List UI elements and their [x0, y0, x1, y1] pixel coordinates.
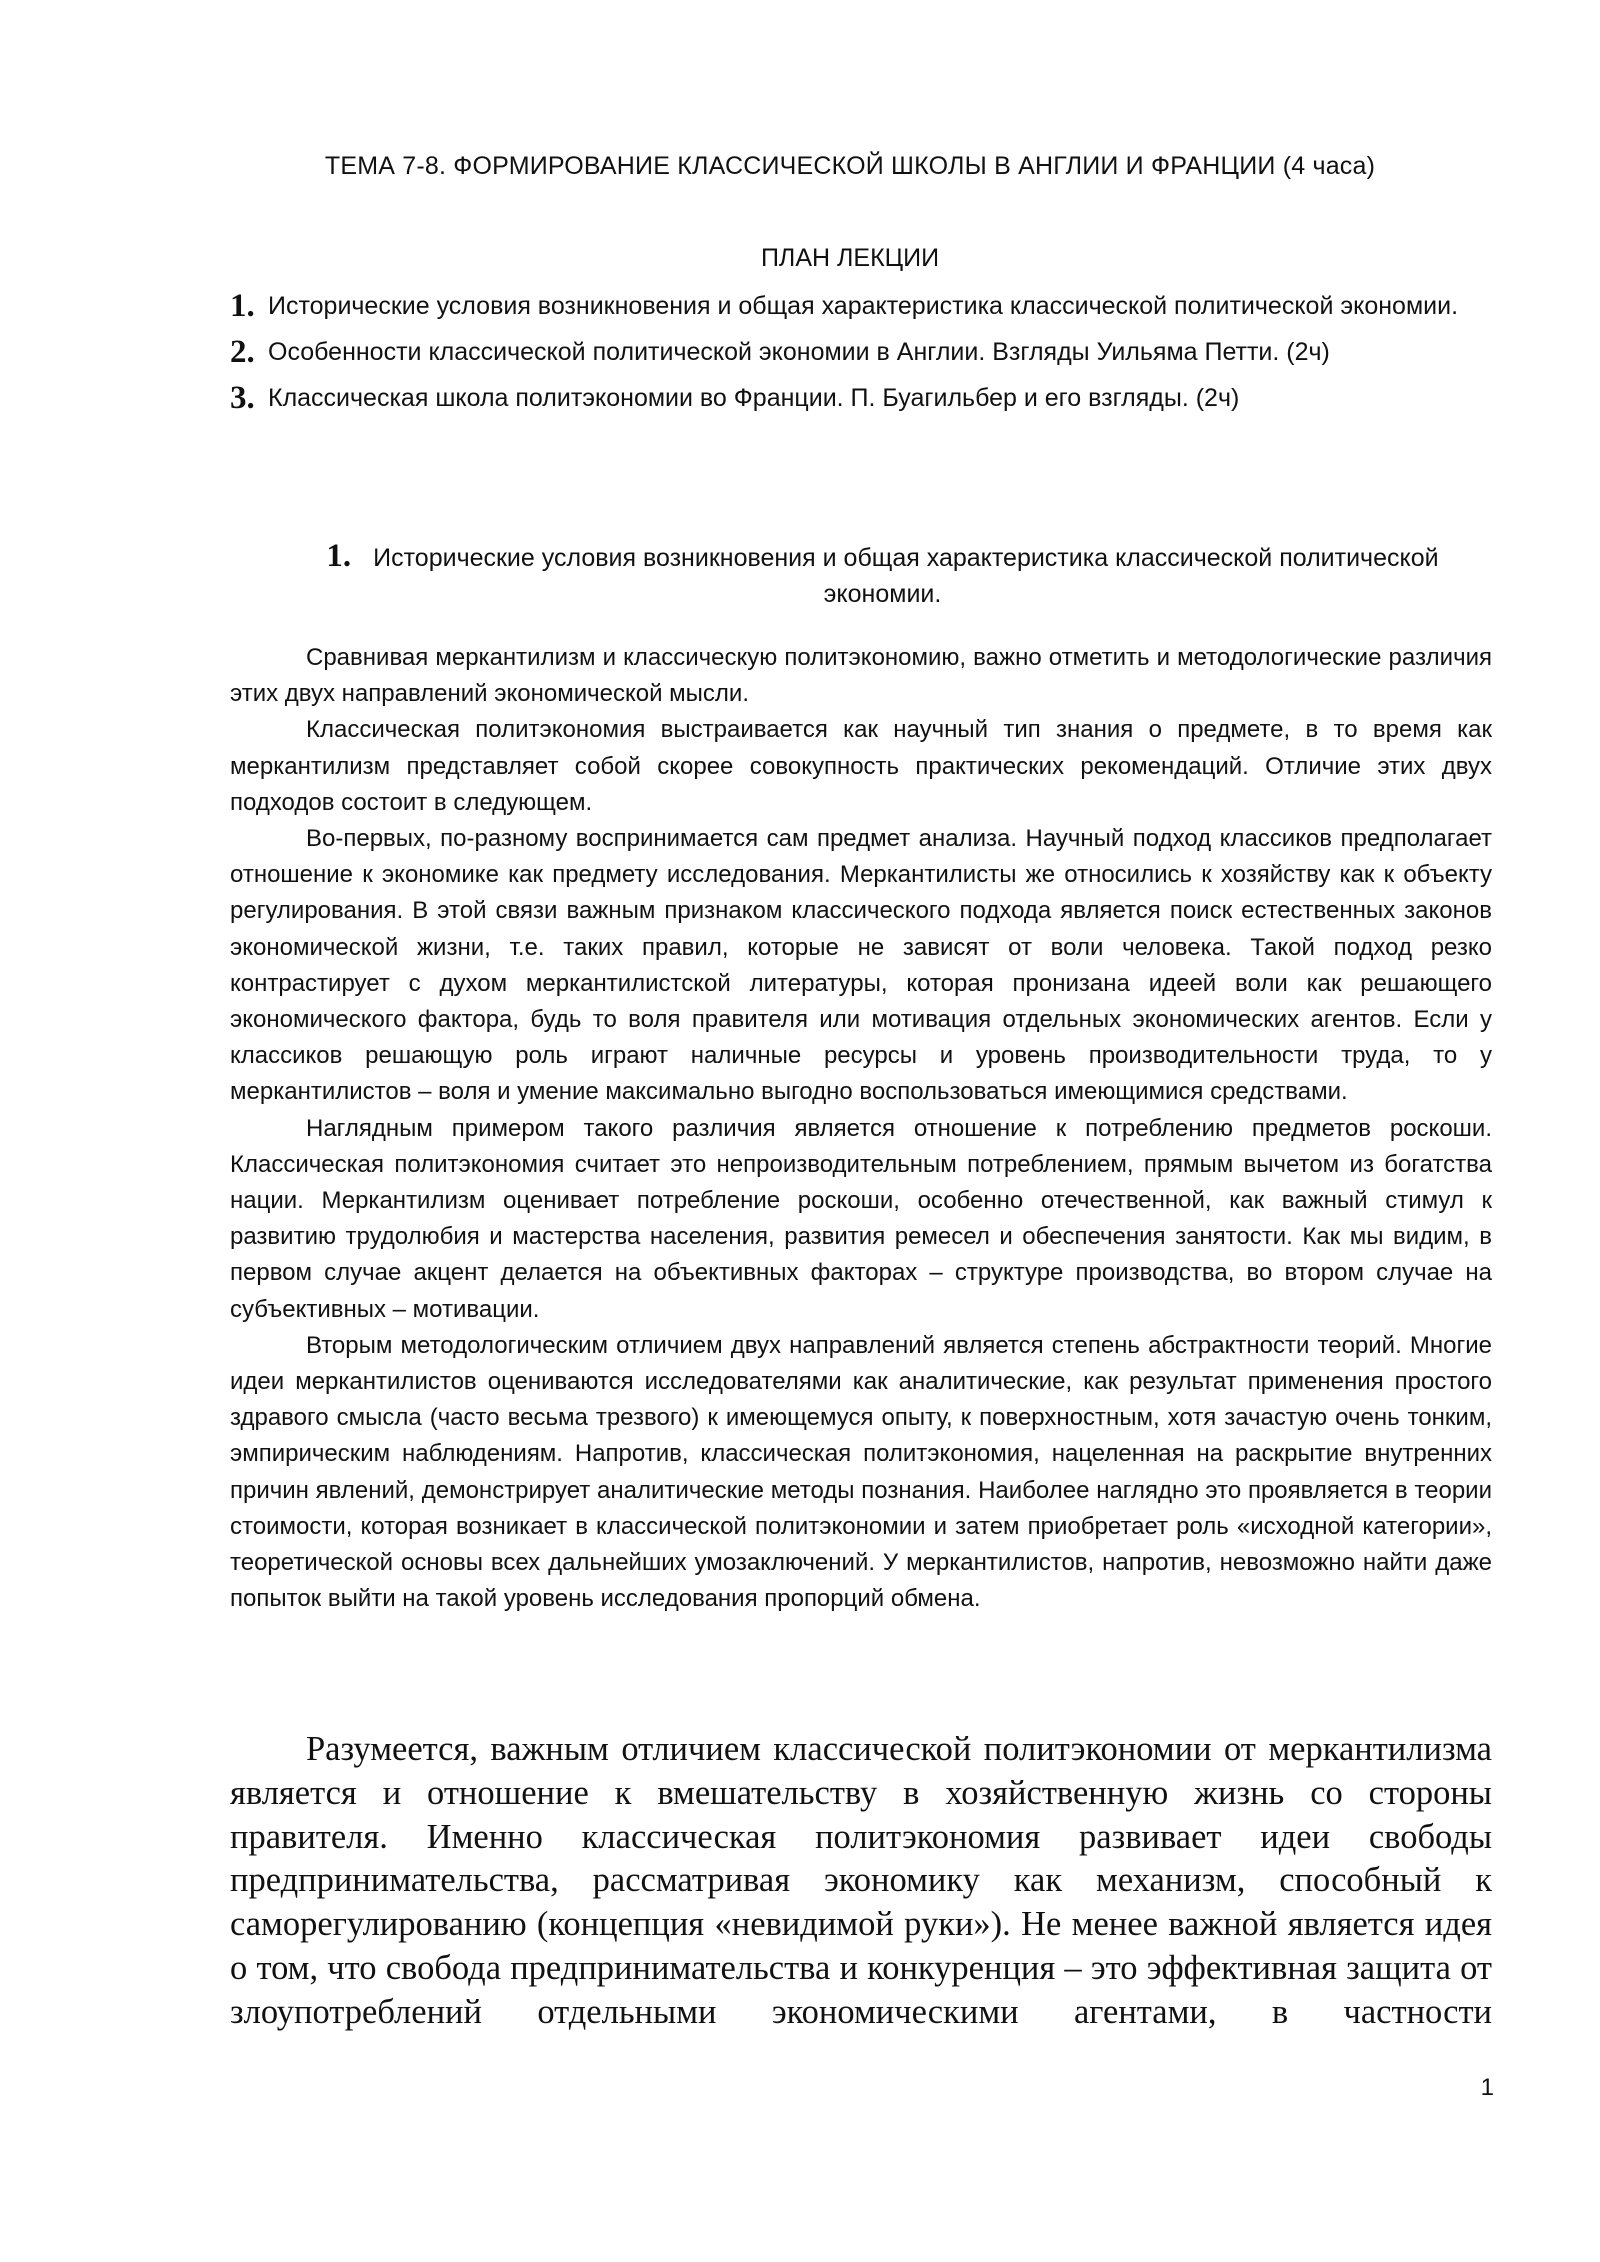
plan-item-number: 3. [230, 380, 255, 416]
paragraph: Сравнивая меркантилизм и классическую политэкономию, важно отметить и методологические различия этих двух направлений экономической мысли. [230, 644, 1492, 708]
page-number: 1 [1480, 2074, 1494, 2101]
section-heading-number: 1. [326, 538, 352, 574]
serif-text-block [230, 1728, 1492, 2035]
paragraph: Во-первых, по-разному воспринимается сам предмет анализа. Научный подход классиков предполагает отношение к экономике как предмету исследования. Меркантилисты же относились к хозяйству как к объекту регулирования. В этой связи важным признаком классического подхода является поиск естественных законов экономической жизни, т.е. таких правил, которые не зависят от воли человека. Такой подход резко контрастирует с духом меркантилистской литературы, которая пронизана идеей воли как решающего экономического фактора, будь то воля правителя или мотивация отдельных экономических агентов. Если у классиков решающую роль играют наличные ресурсы и уровень производительности труда, то у меркантилистов – воля и умение максимально выгодно воспользоваться имеющимися средствами. [230, 825, 1492, 1106]
paragraph: Вторым методологическим отличием двух направлений является степень абстрактности теорий. Многие идеи меркантилистов оцениваются исследователями как аналитические, как результат применения простого здравого смысла (часто весьма трезвого) к имеющемуся опыту, к поверхностным, хотя зачастую очень тонким, эмпирическим наблюдениям. Напротив, классическая политэкономия, нацеленная на раскрытие внутренних причин явлений, демонстрирует аналитические методы познания. Наиболее наглядно это проявляется в теории стоимости, которая возникает в классической политэкономии и затем приобретает роль «исходной категории», теоретической основы всех дальнейших умозаключений. У меркантилистов, напротив, невозможно найти даже попыток выйти на такой уровень исследования пропорций обмена. [230, 1331, 1492, 1613]
serif-paragraph: Разумеется, важным отличием классической политэкономии от меркантилизма является и отношение к вмешательству в хозяйственную жизнь со стороны правителя. Именно классическая политэкономия развивает идеи свободы предпринимательства, рассматривая экономику как механизм, способный к саморегулированию (концепция «невидимой руки»). Не менее важной является идея о том, что свобода предпринимательства и конкуренция – это эффективная защита от злоупотреблений отдельными экономическими агентами, в частности [230, 1730, 1492, 2031]
section-heading [275, 538, 1490, 612]
paragraph: Классическая политэкономия выстраивается как научный тип знания о предмете, в то время как меркантилизм представляет собой скорее совокупность практических рекомендаций. Отличие этих двух подходов состоит в следующем. [230, 716, 1492, 816]
plan-item-text: Особенности классической политической экономии в Англии. Взгляды Уильяма Петти. (2ч) [268, 338, 1330, 366]
body-text [230, 640, 1492, 1617]
plan-item-number: 2. [230, 334, 255, 370]
plan-list [230, 288, 1490, 426]
plan-item-number: 1. [230, 288, 255, 324]
plan-item [230, 380, 1490, 416]
section-heading-text: Исторические условия возникновения и общая характеристика классической политической экономии. [373, 544, 1439, 608]
plan-title: ПЛАН ЛЕКЦИИ [760, 244, 940, 272]
document-title: ТЕМА 7-8. ФОРМИРОВАНИЕ КЛАССИЧЕСКОЙ ШКОЛЫ В АНГЛИИ И ФРАНЦИИ (4 часа) [324, 152, 1376, 180]
plan-item-text: Исторические условия возникновения и общая характеристика классической политической экономии. [268, 292, 1459, 320]
plan-item [230, 288, 1490, 324]
plan-item-text: Классическая школа политэкономии во Франции. П. Буагильбер и его взгляды. (2ч) [268, 384, 1240, 412]
paragraph: Наглядным примером такого различия является отношение к потреблению предметов роскоши. Классическая политэкономия считает это непроизводительным потреблением, прямым вычетом из богатства нации. Меркантилизм оценивает потребление роскоши, особенно отечественной, как важный стимул к развитию трудолюбия и мастерства населения, развития ремесел и обеспечения занятости. Как мы видим, в первом случае акцент делается на объективных факторах – структуре производства, во втором случае на субъективных – мотивации. [230, 1114, 1492, 1323]
plan-item [230, 334, 1490, 370]
